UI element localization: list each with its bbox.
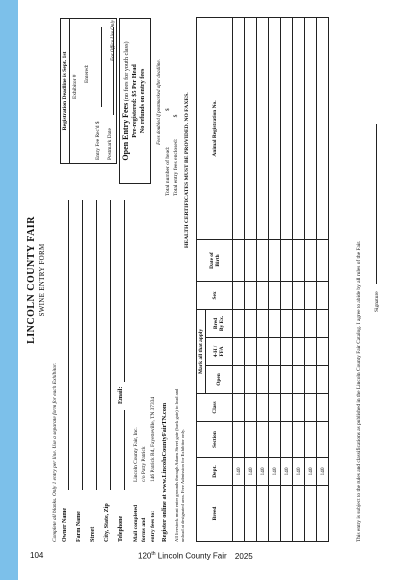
edition-number: 120 [138, 551, 152, 561]
entry-cell[interactable] [245, 310, 257, 338]
fees-title: Open Entry Fees [121, 102, 130, 161]
entry-cell[interactable] [257, 282, 269, 310]
preregistered-fee: Pre-registered: $5 Per Head [131, 64, 138, 138]
entry-cell[interactable] [293, 422, 305, 458]
entry-cell[interactable] [233, 486, 245, 542]
total-head-label: Total number of head: [165, 146, 171, 196]
entry-cell[interactable] [305, 282, 317, 310]
col-class: Class [197, 394, 233, 422]
entry-cell[interactable] [269, 338, 281, 366]
entry-cell[interactable] [305, 240, 317, 282]
entry-cell[interactable] [257, 422, 269, 458]
mail-address: Lincoln County Fair, Inc. c/o Patty Patrick 146 Patrick Rd, Fayetteville, TN 37334 [133, 396, 156, 482]
entry-cell[interactable] [233, 338, 245, 366]
entry-fee-row [93, 19, 105, 163]
entry-cell[interactable] [281, 486, 293, 542]
entry-cell[interactable] [257, 240, 269, 282]
page-number: 104 [30, 551, 44, 560]
total-fees-label: Total entry fees enclosed: [172, 138, 179, 196]
entry-cell[interactable] [317, 338, 329, 366]
col-section: Section [197, 422, 233, 458]
col-dept: Dept. [197, 458, 233, 486]
entry-cell[interactable] [293, 366, 305, 394]
dept-cell[interactable]: 140 [269, 458, 281, 486]
city-state-zip-field[interactable] [110, 200, 111, 490]
entry-cell[interactable] [293, 240, 305, 282]
entry-cell[interactable] [245, 422, 257, 458]
entry-cell[interactable] [233, 240, 245, 282]
form-title: LINCOLN COUNTY FAIR [26, 216, 37, 344]
entry-cell[interactable] [281, 366, 293, 394]
entry-cell[interactable] [281, 18, 293, 240]
entry-cell[interactable] [305, 338, 317, 366]
entry-cell[interactable] [305, 394, 317, 422]
entry-cell[interactable] [269, 366, 281, 394]
office-use-box [60, 18, 117, 164]
entry-cell[interactable] [245, 18, 257, 240]
entry-cell[interactable] [245, 282, 257, 310]
deadline-heading: Registration Deadline is Sept. 1st [61, 19, 70, 163]
late-fee-note: Fees doubled if postmarked after deadline. [157, 59, 162, 145]
rules-agreement: This entry is subject to the rules and classifications as published in the Lincoln County Fair Catalog. I agree to abide by all rules of the Fair. [356, 240, 362, 542]
entry-cell[interactable] [281, 394, 293, 422]
owner-name-label: Owner Name [62, 507, 68, 542]
entry-cell[interactable] [269, 282, 281, 310]
entry-cell[interactable] [257, 366, 269, 394]
entry-cell[interactable] [269, 394, 281, 422]
table-row [317, 18, 329, 542]
entry-cell[interactable] [281, 282, 293, 310]
street-label: Street [90, 526, 96, 542]
entered-row [82, 19, 94, 163]
dept-cell[interactable]: 140 [293, 458, 305, 486]
entry-cell[interactable] [317, 18, 329, 240]
office-use-caption: For Office Use Only [111, 20, 116, 61]
exhibitor-number-row [70, 19, 82, 163]
livestock-note: All livestock must enter grounds through Adams Street gate (back gate) to load and unload at designated area. Free Admission for Exhibitor only. [174, 388, 185, 542]
telephone-label: Telephone [118, 515, 124, 542]
entry-cell[interactable] [317, 282, 329, 310]
owner-name-field[interactable] [68, 200, 69, 490]
entry-cell[interactable] [269, 486, 281, 542]
table-row [233, 18, 245, 542]
table-row [293, 18, 305, 542]
entry-cell[interactable] [257, 394, 269, 422]
exhibitor-number-label: Exhibitor # [72, 74, 78, 99]
entry-cell[interactable] [293, 394, 305, 422]
street-field[interactable] [96, 200, 97, 490]
col-bred-by-exhibitor: Bred By Ex. [206, 310, 233, 338]
entry-cell[interactable] [281, 310, 293, 338]
entry-fee-label: Entry Fee Rec'd $ [95, 121, 101, 160]
entry-cell[interactable] [269, 18, 281, 240]
col-sex: Sex [197, 282, 233, 310]
entry-cell[interactable] [305, 310, 317, 338]
entered-label: Entered: [83, 64, 90, 83]
total-head-symbol: $ [165, 108, 171, 112]
dept-cell[interactable]: 140 [305, 458, 317, 486]
table-row [257, 18, 269, 542]
entry-cell[interactable] [245, 486, 257, 542]
entry-form [24, 12, 394, 548]
mark-all-header: Mark all that apply [197, 310, 206, 394]
dept-cell[interactable]: 140 [257, 458, 269, 486]
dept-cell[interactable]: 140 [281, 458, 293, 486]
postmark-label: Postmark Date [106, 128, 113, 160]
total-fees-symbol: $ [172, 114, 179, 118]
dept-cell[interactable]: 140 [233, 458, 245, 486]
no-refunds-text: No refunds on entry fees [139, 68, 146, 134]
entry-cell[interactable] [233, 422, 245, 458]
entry-cell[interactable] [257, 486, 269, 542]
entry-cell[interactable] [269, 310, 281, 338]
edition-suffix: th [151, 551, 156, 557]
entry-cell[interactable] [293, 486, 305, 542]
health-certificate-notice: HEALTH CERTIFICATES MUST BE PROVIDED. NO FAXES. [184, 92, 190, 248]
entry-cell[interactable] [269, 240, 281, 282]
entry-cell[interactable] [281, 422, 293, 458]
entry-cell[interactable] [317, 394, 329, 422]
entry-cell[interactable] [305, 486, 317, 542]
entry-cell[interactable] [281, 338, 293, 366]
entry-cell[interactable] [233, 366, 245, 394]
entry-cell[interactable] [305, 422, 317, 458]
entry-cell[interactable] [233, 282, 245, 310]
entry-cell[interactable] [293, 18, 305, 240]
col-open: Open [206, 366, 233, 394]
telephone-field[interactable] [124, 410, 125, 490]
entry-cell[interactable] [317, 486, 329, 542]
open-entry-fees-box [119, 18, 151, 184]
col-breed: Breed [197, 486, 233, 542]
entry-cell[interactable] [245, 394, 257, 422]
entry-cell[interactable] [281, 240, 293, 282]
entry-cell[interactable] [245, 240, 257, 282]
table-row [245, 18, 257, 542]
col-registration-number: Animal Registration No. [197, 18, 233, 240]
entry-cell[interactable] [293, 310, 305, 338]
signature-label: Signature [374, 291, 380, 312]
entry-cell[interactable] [293, 338, 305, 366]
signature-field[interactable] [376, 124, 377, 284]
page-footer [138, 551, 253, 561]
entry-cell[interactable] [317, 240, 329, 282]
entry-cell[interactable] [317, 366, 329, 394]
farm-name-field[interactable] [82, 200, 83, 490]
farm-name-label: Farm Name [76, 511, 82, 542]
entry-cell[interactable] [305, 366, 317, 394]
form-subtitle: SWINE ENTRY FORM [38, 243, 46, 317]
entry-cell[interactable] [233, 394, 245, 422]
page-edge-band [0, 0, 18, 580]
entry-cell[interactable] [305, 18, 317, 240]
col-date-of-birth: Date of Birth [197, 240, 233, 282]
entry-cell[interactable] [257, 18, 269, 240]
register-online-link[interactable]: Register online at www.LincolnCountyFairTN.com [161, 402, 168, 542]
table-row [281, 18, 293, 542]
entry-cell[interactable] [245, 338, 257, 366]
col-4h-ffa: 4-H / FFA [206, 338, 233, 366]
form-instructions: Complete all blanks. Only 1 entry per line. Use a separate form for each Exhibitor. [52, 363, 58, 542]
dept-cell[interactable]: 140 [245, 458, 257, 486]
entry-cell[interactable] [257, 338, 269, 366]
totals-block [165, 108, 180, 196]
entry-cell[interactable] [269, 422, 281, 458]
entry-cell[interactable] [257, 310, 269, 338]
entry-cell[interactable] [245, 366, 257, 394]
entry-cell[interactable] [317, 422, 329, 458]
table-row [305, 18, 317, 542]
mail-to-label: Mail completed forms and entry fees to: [133, 504, 156, 542]
table-row [269, 18, 281, 542]
entry-cell[interactable] [293, 282, 305, 310]
footer-title: Lincoln County Fair [157, 551, 227, 561]
email-field[interactable] [124, 200, 125, 382]
footer-year: 2025 [234, 551, 253, 561]
entry-table [196, 17, 329, 542]
dept-cell[interactable]: 140 [317, 458, 329, 486]
entry-cell[interactable] [233, 18, 245, 240]
entry-cell[interactable] [317, 310, 329, 338]
email-label: Email: [118, 386, 124, 404]
city-state-zip-label: City, State, Zip [104, 503, 110, 542]
entry-cell[interactable] [233, 310, 245, 338]
fees-title-note: (no fees for youth class) [123, 41, 130, 102]
